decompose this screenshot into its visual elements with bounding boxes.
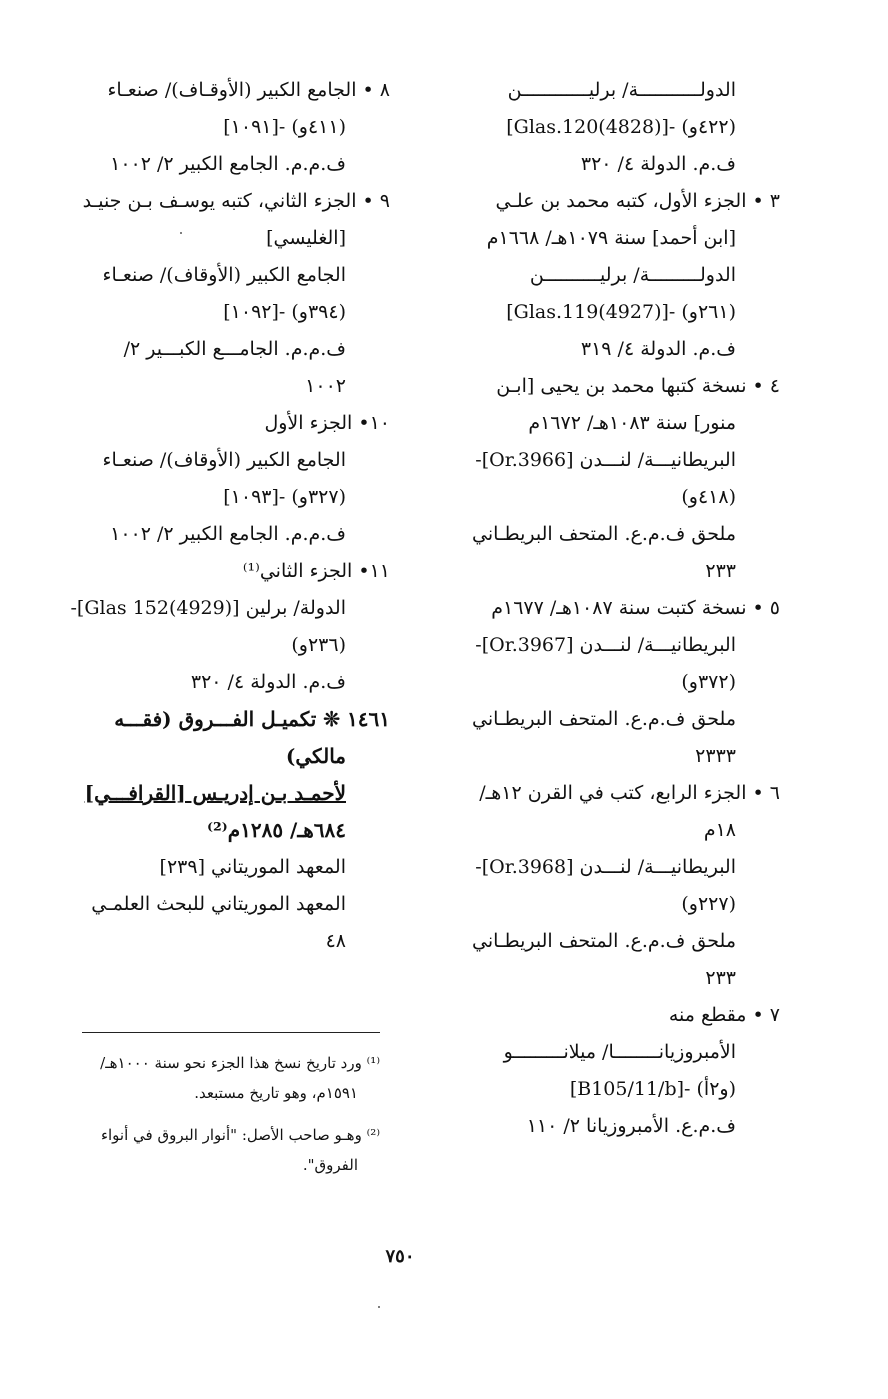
text-line: ملحق ف.م.ع. المتحف البريطـاني bbox=[472, 930, 736, 952]
text-line: (٣٢٧و) -[١٠٩٣] bbox=[223, 486, 346, 508]
text-line: ٦٨٤هـ/ ١٢٨٥م⁽²⁾ bbox=[207, 818, 346, 842]
text-line: ٩ • الجزء الثاني، كتبه يوسـف بـن جنيـد bbox=[82, 190, 390, 212]
text-line: [الغليسي] bbox=[266, 227, 346, 249]
text-line: ١١• الجزء الثاني⁽¹⁾ bbox=[242, 560, 390, 582]
text-line: الجامع الكبير (الأوقاف)/ صنعـاء bbox=[102, 264, 346, 286]
text-line: ٥ • نسخة كتبت سنة ١٠٨٧هـ/ ١٦٧٧م bbox=[491, 597, 780, 619]
footnote-2-line-2: الفروق". bbox=[302, 1156, 358, 1174]
text-line: (٤١٨و) bbox=[681, 486, 736, 508]
text-line: ملحق ف.م.ع. المتحف البريطـاني bbox=[472, 523, 736, 545]
text-line: ١٠٠٢ bbox=[305, 375, 346, 397]
text-line: ف.م. الدولة ٤/ ٣٢٠ bbox=[580, 153, 736, 175]
page-number: ٧٥٠ bbox=[385, 1246, 415, 1267]
text-line: الجامع الكبير (الأوقاف)/ صنعـاء bbox=[102, 449, 346, 471]
text-line: الدولـــــــــة/ برليــــــــــن bbox=[529, 264, 736, 286]
text-line: (٤٢٢و) -[(4828)Glas.120] bbox=[506, 116, 736, 138]
text-line: ٦ • الجزء الرابع، كتب في القرن ١٢هـ/ bbox=[479, 782, 780, 804]
text-line: ف.م.م. الجامـــع الكبـــير ٢/ bbox=[123, 338, 346, 360]
text-line: ملحق ف.م.ع. المتحف البريطـاني bbox=[472, 708, 736, 730]
text-line: ٢٣٣٣ bbox=[695, 745, 736, 767]
text-line: المعهد الموريتاني [٢٣٩] bbox=[159, 856, 346, 878]
text-line: لأحمـد بـن إدريـس [القرافـــي] bbox=[84, 781, 346, 805]
text-line: البريطانيـــة/ لنـــدن [Or.3968]- bbox=[475, 856, 736, 878]
text-line: (٣٩٤و) -[١٠٩٢] bbox=[223, 301, 346, 323]
text-line: ٤ • نسخة كتبها محمد بن يحيى [ابـن bbox=[496, 375, 780, 397]
text-line: الأمبروزيانــــــــا/ ميلانـــــــــو bbox=[503, 1041, 736, 1063]
text-line: (٢٦١و) -[(4927)Glas.119] bbox=[506, 301, 736, 323]
text-line: منور] سنة ١٠٨٣هـ/ ١٦٧٢م bbox=[528, 412, 736, 434]
text-line: الدولة/ برلين [Glas 152(4929)]- bbox=[70, 597, 346, 619]
footnote-separator bbox=[82, 1032, 380, 1033]
footnote-2-line-1: ⁽²⁾ وهـو صاحب الأصل: "أنوار البروق في أنواء bbox=[100, 1126, 380, 1144]
text-line: (٣٧٢و) bbox=[681, 671, 736, 693]
footnote-2 bbox=[50, 1120, 380, 1180]
text-line: ف.م.م. الجامع الكبير ٢/ ١٠٠٢ bbox=[110, 523, 346, 545]
text-line: [ابن أحمد] سنة ١٠٧٩هـ/ ١٦٦٨م bbox=[486, 227, 736, 249]
right-column bbox=[440, 72, 780, 1145]
text-line: ف.م.ع. الأمبروزيانا ٢/ ١١٠ bbox=[526, 1115, 736, 1137]
scan-speck bbox=[378, 1306, 380, 1308]
text-line: ٤٨ bbox=[325, 930, 346, 952]
text-line: (٢٢٧و) bbox=[681, 893, 736, 915]
text-line: (و٢أ) -[B105/11/b] bbox=[569, 1078, 736, 1100]
footnote-1-line-1: ⁽¹⁾ ورد تاريخ نسخ هذا الجزء نحو سنة ١٠٠٠هـ/ bbox=[100, 1054, 380, 1072]
text-line: ٣ • الجزء الأول، كتبه محمد بن علـي bbox=[495, 190, 780, 212]
text-line: ٧ • مقطع منه bbox=[668, 1004, 780, 1026]
left-column bbox=[50, 72, 390, 960]
text-line: ١٨م bbox=[703, 819, 736, 841]
text-line: ١٤٦١ ❊ تكميـل الفـــروق (فقـــه bbox=[114, 707, 390, 731]
text-line: البريطانيـــة/ لنـــدن [Or.3966]- bbox=[475, 449, 736, 471]
text-line: الدولـــــــــــة/ برليــــــــــــن bbox=[507, 79, 736, 101]
text-line: ف.م. الدولة ٤/ ٣٢٠ bbox=[190, 671, 346, 693]
text-line: ف.م.م. الجامع الكبير ٢/ ١٠٠٢ bbox=[110, 153, 346, 175]
text-line: ٨ • الجامع الكبير (الأوقـاف)/ صنعـاء bbox=[107, 79, 390, 101]
text-line: ٢٣٣ bbox=[705, 560, 736, 582]
text-line: المعهد الموريتاني للبحث العلمـي bbox=[91, 893, 346, 915]
text-line: ١٠• الجزء الأول bbox=[264, 412, 390, 434]
scan-speck bbox=[180, 232, 182, 234]
text-line: البريطانيـــة/ لنـــدن [Or.3967]- bbox=[475, 634, 736, 656]
text-line: (٤١١و) -[١٠٩١] bbox=[223, 116, 346, 138]
text-line: مالكي) bbox=[285, 744, 346, 768]
text-line: (٢٣٦و) bbox=[291, 634, 346, 656]
footnote-1-line-2: ١٥٩١م، وهو تاريخ مستبعد. bbox=[194, 1084, 358, 1102]
text-line: ٢٣٣ bbox=[705, 967, 736, 989]
text-line: ف.م. الدولة ٤/ ٣١٩ bbox=[580, 338, 736, 360]
footnote-1 bbox=[50, 1048, 380, 1108]
